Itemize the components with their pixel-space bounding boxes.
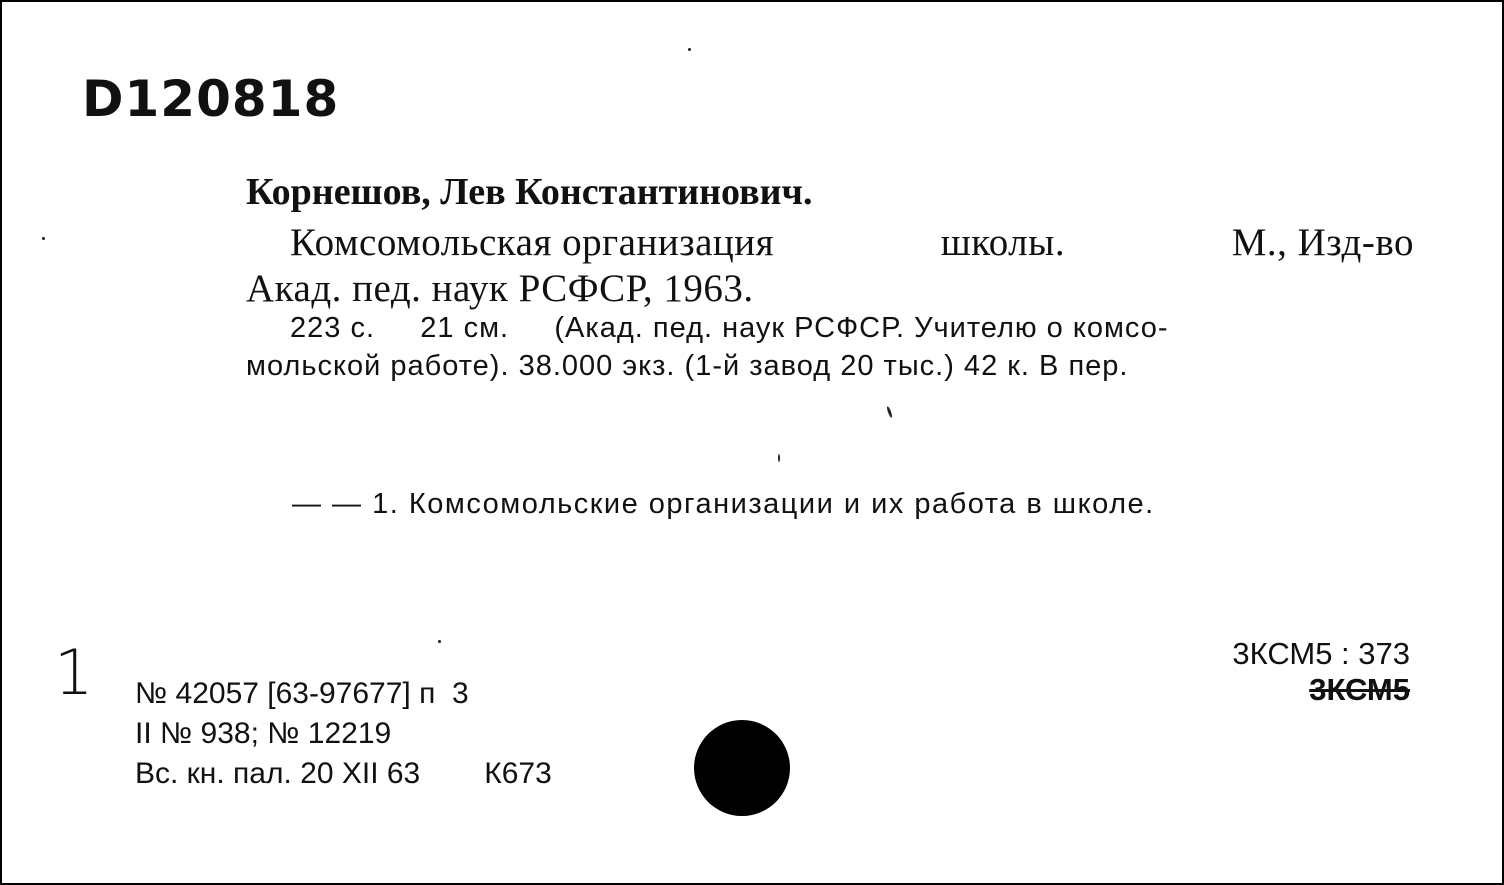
speck <box>438 640 441 643</box>
speck <box>886 406 893 418</box>
title-text: Комсомольская организация <box>290 221 775 264</box>
classification-code-struck: 3КСМ5 <box>1309 672 1410 707</box>
punch-hole <box>694 720 790 816</box>
title-line-1 <box>290 220 1414 265</box>
registry-line-2: II № 938; № 12219 <box>135 717 392 750</box>
title-line-2: Акад. пед. наук РСФСР, 1963. <box>246 267 754 310</box>
registry-line-1: № 42057 [63-97677] п 3 <box>135 677 469 710</box>
speck <box>688 48 691 51</box>
collation-line-2: мольской работе). 38.000 экз. (1-й завод 20 тыс.) 42 к. В пер. <box>246 350 1129 382</box>
handwritten-mark: 1 <box>54 636 94 709</box>
collation-line-1: 223 с. 21 см. (Акад. пед. наук РСФСР. Учителю о комсо- <box>290 312 1169 344</box>
classification-block <box>1232 636 1410 708</box>
publisher-start: М., Изд-во <box>1231 221 1414 264</box>
order-code: К673 <box>484 757 552 790</box>
title-text-end: школы. <box>940 221 1066 264</box>
author-heading: Корнешов, Лев Константинович. <box>246 171 813 213</box>
registry-line-3 <box>135 754 552 794</box>
classification-code: 3КСМ5 : 373 <box>1232 636 1410 671</box>
chamber-date: Вс. кн. пал. 20 XII 63 <box>135 757 421 790</box>
subject-heading: — — 1. Комсомольские организации и их работа в школе. <box>292 488 1155 520</box>
card-inventory-number: D120818 <box>82 70 340 128</box>
speck <box>778 454 780 462</box>
registry-block <box>135 674 552 794</box>
speck <box>42 237 45 240</box>
